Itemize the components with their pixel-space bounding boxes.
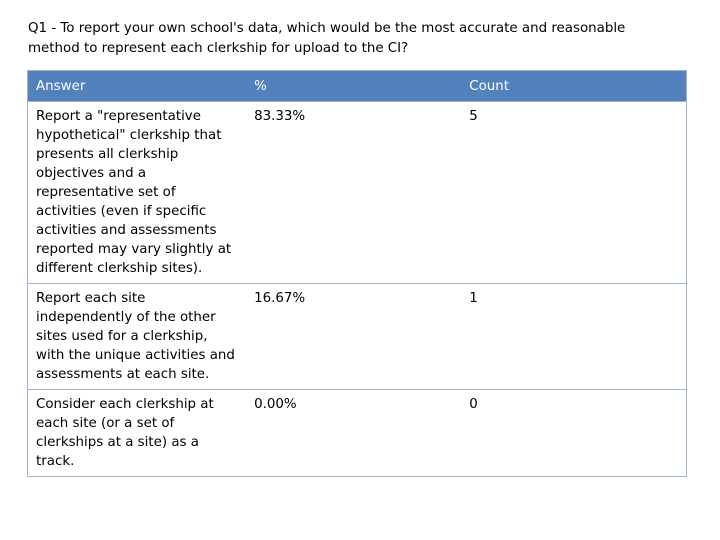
header-answer: Answer xyxy=(28,71,247,102)
percent-cell: 83.33% xyxy=(246,102,461,284)
percent-cell: 0.00% xyxy=(246,390,461,477)
header-percent: % xyxy=(246,71,461,102)
table-row xyxy=(28,390,687,477)
question-text: Q1 - To report your own school's data, which would be the most accurate and reasonable method to represent each clerkship for upload to the CI? xyxy=(28,21,626,56)
percent-cell: 16.67% xyxy=(246,284,461,390)
results-table xyxy=(27,70,687,477)
answer-cell: Report a "representative hypothetical" clerkship that presents all clerkship objectives and a representative set of activities (even if specific activities and assessments reported may vary slightly at different clerkship sites). xyxy=(28,102,247,284)
table-header-row xyxy=(28,71,687,102)
answer-cell: Report each site independently of the other sites used for a clerkship, with the unique activities and assessments at each site. xyxy=(28,284,247,390)
count-cell: 0 xyxy=(461,390,686,477)
table-row xyxy=(28,102,687,284)
count-cell: 1 xyxy=(461,284,686,390)
header-count: Count xyxy=(461,71,686,102)
table-row xyxy=(28,284,687,390)
count-cell: 5 xyxy=(461,102,686,284)
answer-cell: Consider each clerkship at each site (or a set of clerkships at a site) as a track. xyxy=(28,390,247,477)
